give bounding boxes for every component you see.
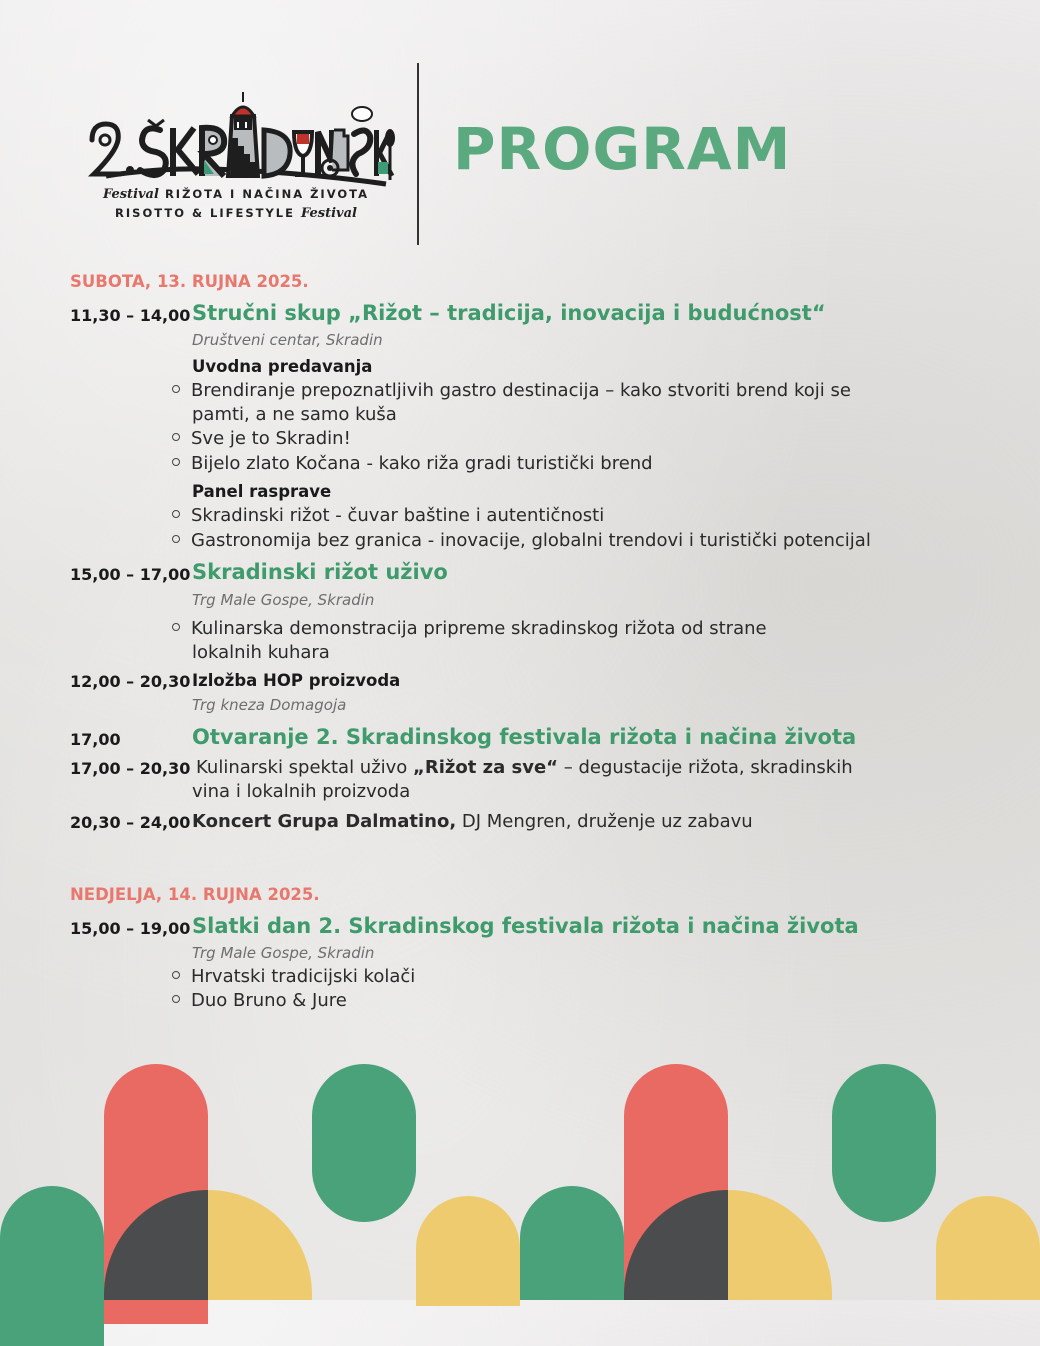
yellow-quarter-shape [728,1190,832,1300]
list-item: Duo Bruno & Jure [172,992,347,1010]
bullet-icon [172,458,180,466]
section-heading: Uvodna predavanja [192,357,373,376]
list-item-continuation: lokalnih kuhara [192,642,330,663]
list-item-continuation: pamti, a ne samo kuša [192,404,397,425]
event-time: 17,00 [70,730,121,749]
header-divider [417,63,419,245]
list-item: Hrvatski tradicijski kolači [172,968,415,986]
bullet-icon [172,623,180,631]
event-location: Društveni centar, Skradin [192,331,383,349]
yellow-arch-shape [936,1196,1040,1300]
bullet-icon [172,510,180,518]
festival-logo [86,88,396,228]
event-description-continuation: vina i lokalnih proizvoda [192,781,411,802]
green-pill-shape [312,1064,416,1222]
event-location: Trg kneza Domagoja [192,696,347,714]
list-item: Gastronomija bez granica - inovacije, globalni trendovi i turistički potencijal [172,532,871,550]
event-title: Slatki dan 2. Skradinskog festivala rižota i načina života [192,914,859,938]
event-description: Koncert Grupa Dalmatino, DJ Mengren, druženje uz zabavu [192,811,753,832]
yellow-arch-shape [416,1196,520,1306]
bullet-icon [172,535,180,543]
event-time: 17,00 – 20,30 [70,759,191,778]
event-title: Izložba HOP proizvoda [192,671,401,690]
event-title: Stručni skup „Rižot – tradicija, inovacija i budućnost“ [192,301,826,325]
section-heading: Panel rasprave [192,482,332,501]
logo-tagline-line1: Festival RIŽOTA I NAČINA ŽIVOTA [102,187,370,202]
green-arch-shape [0,1186,104,1346]
list-item: Brendiranje prepoznatljivih gastro destinacija – kako stvoriti brend koji se [172,382,851,400]
event-time: 20,30 – 24,00 [70,813,191,832]
day-heading-sunday: NEDJELJA, 14. RUJNA 2025. [70,885,320,904]
bullet-icon [172,385,180,393]
event-location: Trg Male Gospe, Skradin [192,944,375,962]
list-item: Kulinarska demonstracija pripreme skradinskog rižota od strane [172,620,767,638]
logo-tagline-line2: RISOTTO & LIFESTYLE Festival [115,206,357,221]
event-time: 15,00 – 19,00 [70,919,191,938]
day-heading-saturday: SUBOTA, 13. RUJNA 2025. [70,272,309,291]
event-location: Trg Male Gospe, Skradin [192,591,375,609]
skradinski-wordmark-logo [86,88,396,188]
event-time: 11,30 – 14,00 [70,306,191,325]
bullet-icon [172,971,180,979]
event-time: 12,00 – 20,30 [70,672,191,691]
event-time: 15,00 – 17,00 [70,565,191,584]
list-item: Skradinski rižot - čuvar baštine i autentičnosti [172,507,604,525]
page-title: PROGRAM [453,115,792,183]
bullet-icon [172,995,180,1003]
green-arch-shape [520,1186,624,1300]
event-title: Skradinski rižot uživo [192,560,448,584]
list-item: Sve je to Skradin! [172,430,351,448]
event-title: Otvaranje 2. Skradinskog festivala rižota i načina života [192,725,857,749]
bullet-icon [172,433,180,441]
green-pill-shape [832,1064,936,1222]
event-description: Kulinarski spektal uživo „Rižot za sve“ – degustacije rižota, skradinskih [196,757,853,778]
yellow-quarter-shape [208,1190,312,1300]
list-item: Bijelo zlato Kočana - kako riža gradi turistički brend [172,455,653,473]
